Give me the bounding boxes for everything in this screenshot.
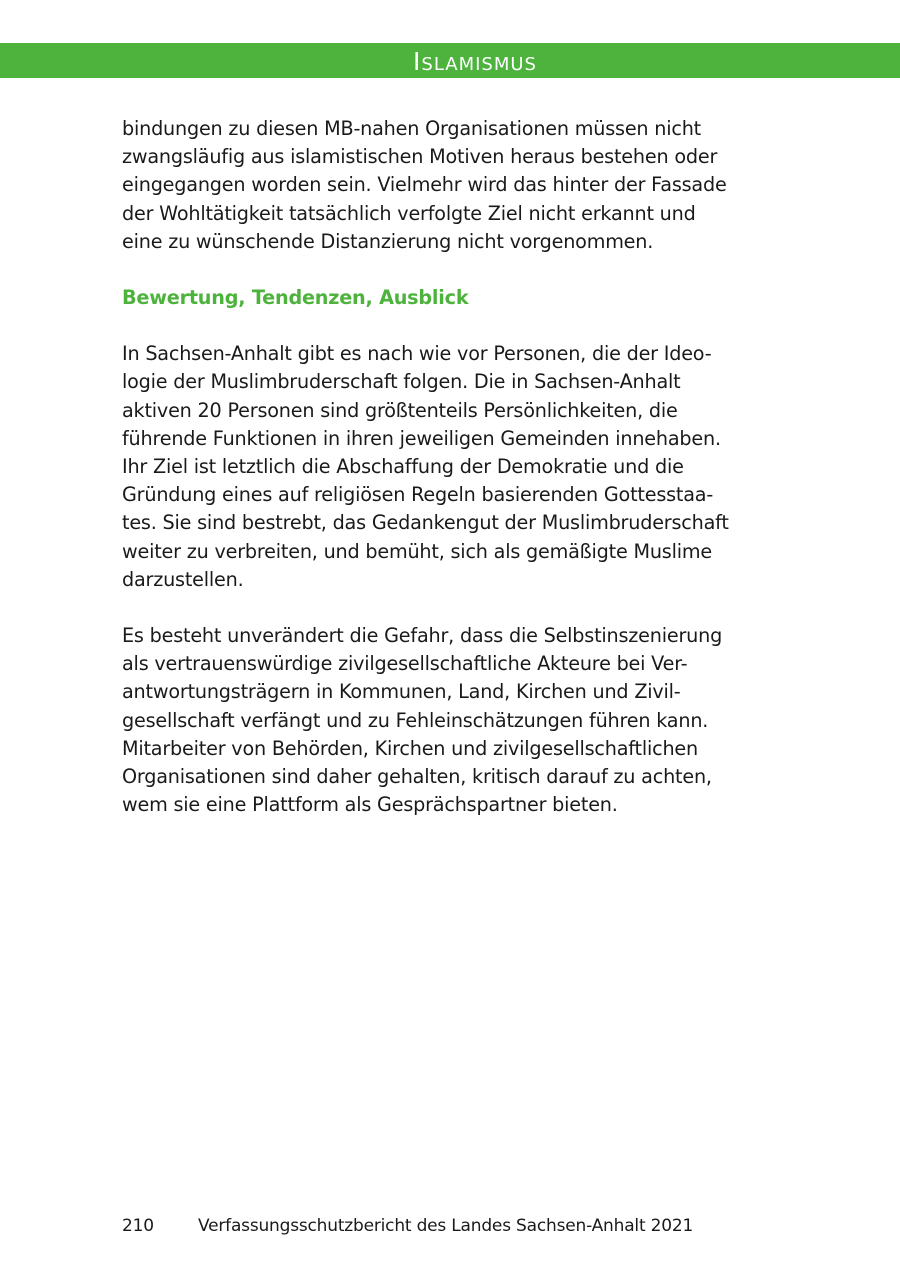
text-line: logie der Muslimbruderschaft folgen. Die in Sachsen-Anhalt (122, 370, 681, 394)
text-line: Gründung eines auf religiösen Regeln basierenden Gottesstaa- (122, 483, 714, 507)
text-line: eine zu wünschende Distanzierung nicht vorgenommen. (122, 229, 654, 253)
publication-title: Verfassungsschutzbericht des Landes Sachsen-Anhalt 2021 (198, 1216, 694, 1236)
text-line: Ihr Ziel ist letztlich die Abschaffung der Demokratie und die (122, 455, 684, 479)
text-line: aktiven 20 Personen sind größtenteils Persönlichkeiten, die (122, 398, 678, 422)
text-line: gesellschaft verfängt und zu Fehleinschätzungen führen kann. (122, 708, 709, 732)
text-line: antwortungsträgern in Kommunen, Land, Kirchen und Zivil- (122, 680, 681, 704)
text-line: der Wohltätigkeit tatsächlich verfolgte Ziel nicht erkannt und (122, 201, 696, 225)
page-footer (122, 1214, 693, 1238)
assessment-paragraph (122, 340, 802, 594)
section-header-bar (0, 43, 900, 78)
text-line: führende Funktionen in ihren jeweiligen Gemeinden innehaben. (122, 426, 721, 450)
text-line: darzustellen. (122, 567, 244, 591)
text-line: weiter zu verbreiten, und bemüht, sich als gemäßigte Muslime (122, 539, 712, 563)
text-line: als vertrauenswürdige zivilgesellschaftliche Akteure bei Ver- (122, 652, 688, 676)
text-line: bindungen zu diesen MB-nahen Organisationen müssen nicht (122, 117, 702, 140)
text-line: Es besteht unverändert die Gefahr, dass die Selbstinszenierung (122, 624, 723, 648)
section-heading: Bewertung, Tendenzen, Ausblick (122, 286, 469, 310)
text-line: zwangsläufig aus islamistischen Motiven heraus bestehen oder (122, 145, 718, 169)
outlook-paragraph (122, 622, 802, 819)
text-line: Organisationen sind daher gehalten, kritisch darauf zu achten, (122, 765, 712, 789)
text-line: In Sachsen-Anhalt gibt es nach wie vor Personen, die der Ideo- (122, 342, 712, 366)
page-content (122, 115, 802, 819)
text-line: Mitarbeiter von Behörden, Kirchen und zivilgesellschaftlichen (122, 736, 698, 760)
intro-paragraph (122, 115, 802, 256)
text-line: eingegangen worden sein. Vielmehr wird das hinter der Fassade (122, 173, 727, 197)
text-line: tes. Sie sind bestrebt, das Gedankengut der Muslimbruderschaft (122, 511, 729, 535)
page-number: 210 (122, 1216, 154, 1236)
text-line: wem sie eine Plattform als Gesprächspartner bieten. (122, 793, 618, 817)
section-title: Islamismus (413, 47, 537, 76)
